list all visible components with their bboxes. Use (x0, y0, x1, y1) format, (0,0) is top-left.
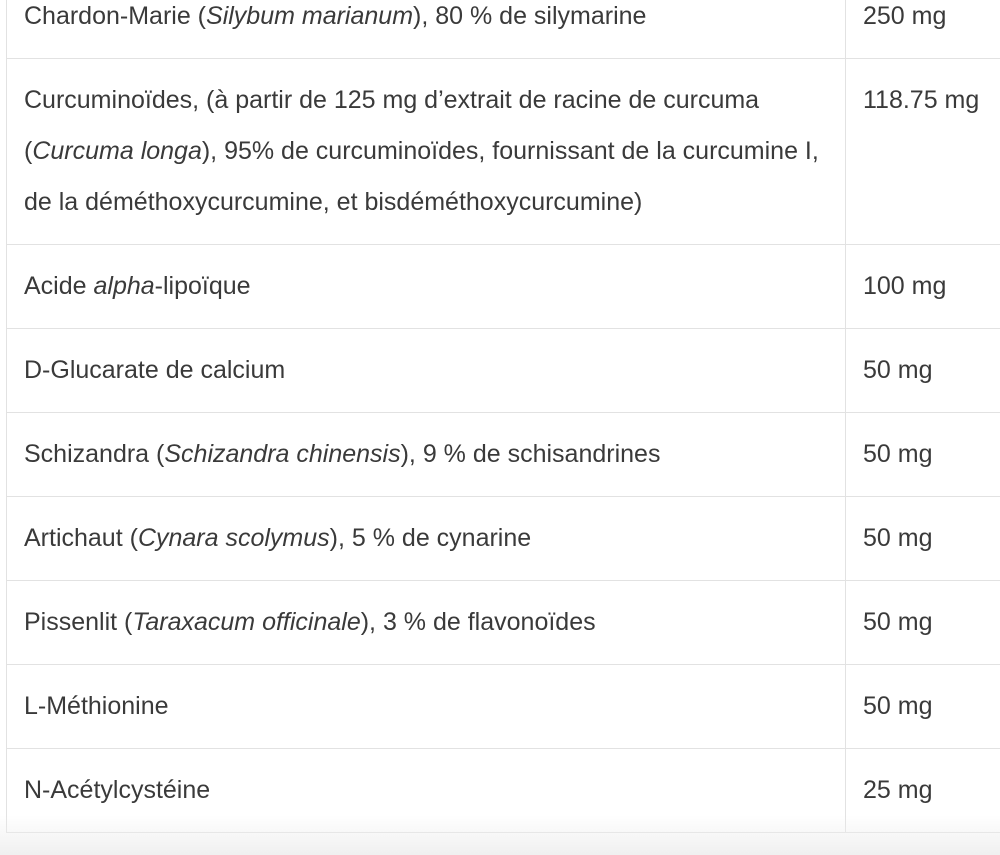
ingredient-name-text: -lipoïque (154, 272, 251, 300)
ingredient-name-text: Artichaut ( (24, 524, 138, 552)
ingredient-name-text: ), 95% de curcuminoïdes, fournissant de la curcumine I, de la déméthoxycurcumine, et bisdéméthoxycurcumine) (24, 137, 819, 216)
ingredient-name-text: Schizandra ( (24, 440, 165, 468)
ingredient-name-cell (7, 413, 846, 497)
ingredient-name-cell (7, 497, 846, 581)
ingredient-latin-name: alpha (93, 272, 155, 300)
ingredient-name-cell (7, 749, 846, 833)
ingredient-amount-cell: 250 mg (846, 0, 1000, 59)
ingredient-amount-cell: 50 mg (846, 497, 1000, 581)
table-row (7, 0, 1000, 59)
ingredient-name-cell (7, 329, 846, 413)
table-row (7, 245, 1000, 329)
ingredient-name-cell (7, 0, 846, 59)
ingredient-name-cell (7, 245, 846, 329)
ingredients-table (6, 0, 1000, 833)
ingredient-name-text: D-Glucarate de calcium (24, 356, 286, 384)
ingredient-name-text: ), 5 % de cynarine (329, 524, 532, 552)
ingredient-name-text: L-Méthionine (24, 692, 169, 720)
ingredient-amount-cell: 118.75 mg (846, 59, 1000, 245)
ingredient-latin-name: Cynara scolymus (137, 524, 330, 552)
ingredient-name-cell (7, 59, 846, 245)
ingredient-amount-cell: 50 mg (846, 581, 1000, 665)
ingredient-name-text: Pissenlit ( (24, 608, 133, 636)
ingredient-latin-name: Curcuma longa (32, 137, 202, 165)
table-row (7, 749, 1000, 833)
table-row (7, 665, 1000, 749)
table-row (7, 59, 1000, 245)
ingredient-amount-cell: 50 mg (846, 329, 1000, 413)
ingredient-amount-cell: 50 mg (846, 413, 1000, 497)
table-row (7, 329, 1000, 413)
ingredient-amount-cell: 50 mg (846, 665, 1000, 749)
ingredient-amount-cell: 25 mg (846, 749, 1000, 833)
ingredient-latin-name: Silybum marianum (206, 2, 414, 30)
ingredient-amount-cell: 100 mg (846, 245, 1000, 329)
ingredient-name-text: Chardon-Marie ( (24, 2, 207, 30)
ingredient-name-text: ), 80 % de silymarine (413, 2, 647, 30)
ingredient-latin-name: Schizandra chinensis (164, 440, 401, 468)
ingredient-name-cell (7, 581, 846, 665)
ingredient-name-text: N-Acétylcystéine (24, 776, 211, 804)
ingredient-name-text: Acide (24, 272, 94, 300)
ingredient-name-text: ), 9 % de schisandrines (400, 440, 661, 468)
ingredient-name-text: ), 3 % de flavonoïdes (360, 608, 596, 636)
table-row (7, 497, 1000, 581)
ingredient-name-text: Curcuminoïdes, (à partir de 125 mg d’extrait de racine de curcuma ( (24, 86, 760, 165)
ingredient-name-cell (7, 665, 846, 749)
table-row (7, 413, 1000, 497)
ingredient-latin-name: Taraxacum officinale (132, 608, 361, 636)
table-row (7, 581, 1000, 665)
